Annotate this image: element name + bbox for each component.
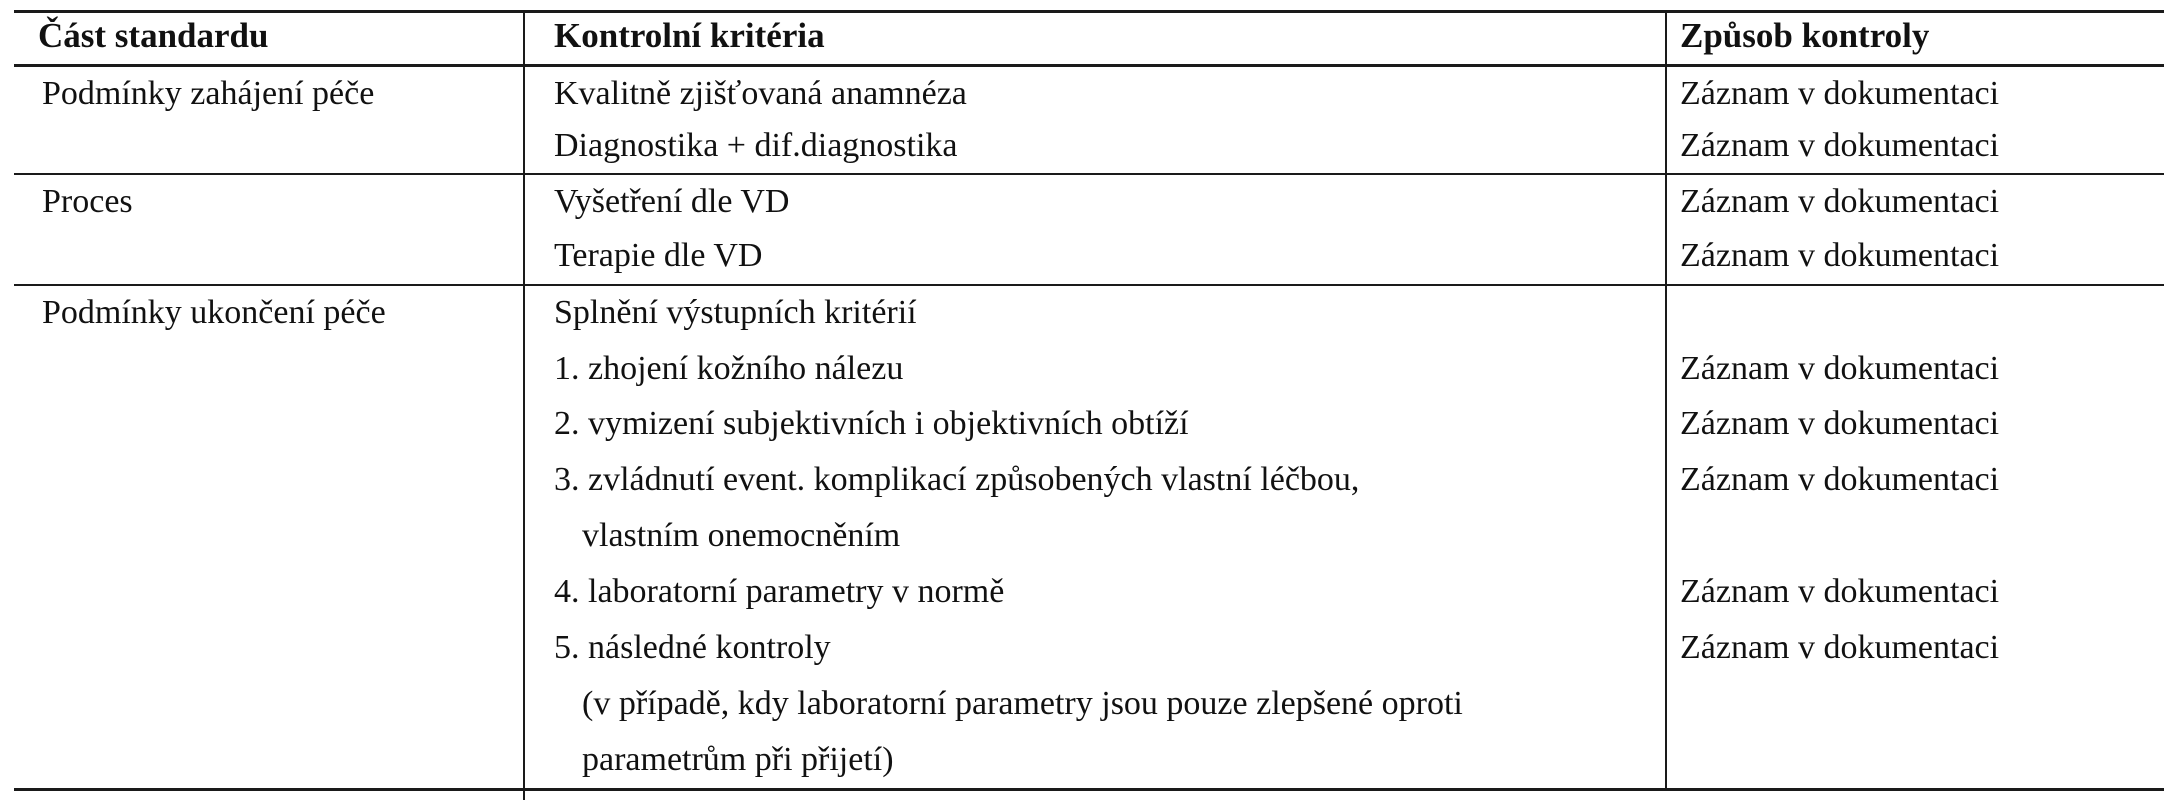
- method-cell: Záznam v dokumentaci: [1680, 183, 2000, 220]
- method-cell: Záznam v dokumentaci: [1680, 405, 2000, 442]
- criteria-cell: 1. zhojení kožního nálezu: [554, 350, 904, 387]
- standard-table: [14, 0, 2164, 800]
- method-cell: Záznam v dokumentaci: [1680, 629, 2000, 666]
- criteria-cell-continuation: vlastním onemocněním: [582, 517, 901, 554]
- criteria-cell: 3. zvládnutí event. komplikací způsobených vlastní léčbou,: [554, 461, 1360, 498]
- criteria-cell: 2. vymizení subjektivních i objektivních obtíží: [554, 405, 1189, 442]
- method-cell: Záznam v dokumentaci: [1680, 237, 2000, 274]
- method-cell: Záznam v dokumentaci: [1680, 75, 2000, 112]
- criteria-cell: Splnění výstupních kritérií: [554, 294, 917, 331]
- criteria-cell: Vyšetření dle VD: [554, 183, 790, 220]
- method-cell: Záznam v dokumentaci: [1680, 350, 2000, 387]
- table-bottom-rule: [14, 788, 2164, 791]
- part-cell: Podmínky ukončení péče: [42, 294, 386, 331]
- criteria-cell: 4. laboratorní parametry v normě: [554, 573, 1005, 610]
- header-col-method: Způsob kontroly: [1680, 16, 1930, 55]
- criteria-cell: Diagnostika + dif.diagnostika: [554, 127, 958, 164]
- criteria-cell: Kvalitně zjišťovaná anamnéza: [554, 75, 967, 112]
- method-cell: Záznam v dokumentaci: [1680, 461, 2000, 498]
- header-col-part: Část standardu: [38, 16, 269, 55]
- method-cell: Záznam v dokumentaci: [1680, 573, 2000, 610]
- criteria-cell: 5. následné kontroly: [554, 629, 831, 666]
- column-divider-1: [523, 10, 525, 800]
- criteria-cell-continuation: parametrům při přijetí): [582, 741, 894, 778]
- column-divider-2: [1665, 10, 1667, 790]
- method-cell: Záznam v dokumentaci: [1680, 127, 2000, 164]
- part-cell: Podmínky zahájení péče: [42, 75, 375, 112]
- part-cell: Proces: [42, 183, 133, 220]
- header-col-criteria: Kontrolní kritéria: [554, 16, 825, 55]
- criteria-cell-continuation: (v případě, kdy laboratorní parametry jsou pouze zlepšené oproti: [582, 685, 1463, 722]
- criteria-cell: Terapie dle VD: [554, 237, 763, 274]
